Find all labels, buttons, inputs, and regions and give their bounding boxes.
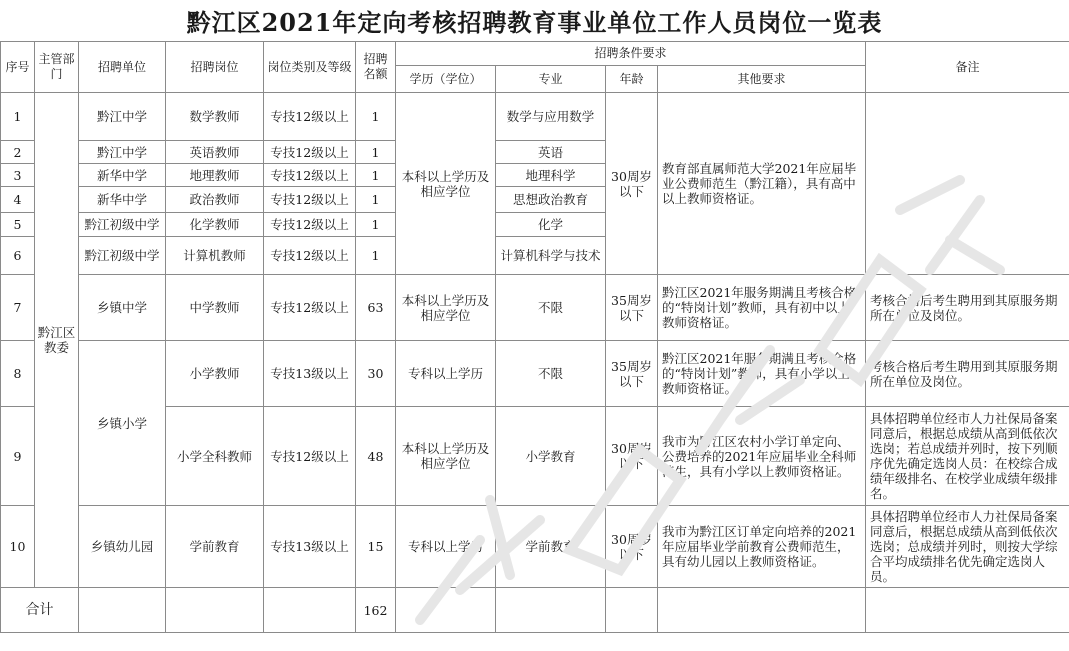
- cell-remarks: [866, 93, 1069, 275]
- cell-empty: [396, 588, 496, 633]
- cell-post: 中学教师: [166, 275, 264, 341]
- cell-seq: 3: [1, 164, 35, 187]
- cell-major: 化学: [496, 213, 606, 237]
- cell-post: 地理教师: [166, 164, 264, 187]
- header-post: 招聘岗位: [166, 42, 264, 93]
- cell-age: 35周岁以下: [606, 341, 658, 407]
- cell-post: 小学教师: [166, 341, 264, 407]
- cell-unit: 新华中学: [79, 164, 166, 187]
- cell-seq: 8: [1, 341, 35, 407]
- cell-age: 30周岁以下: [606, 93, 658, 275]
- cell-category: 专技12级以上: [264, 213, 356, 237]
- cell-post: 政治教师: [166, 187, 264, 213]
- header-age: 年龄: [606, 66, 658, 93]
- cell-category: 专技12级以上: [264, 141, 356, 164]
- header-education: 学历（学位）: [396, 66, 496, 93]
- cell-unit: 乡镇小学: [79, 341, 166, 506]
- cell-education: 本科以上学历及相应学位: [396, 275, 496, 341]
- cell-category: 专技12级以上: [264, 275, 356, 341]
- cell-major: 不限: [496, 341, 606, 407]
- cell-category: 专技12级以上: [264, 93, 356, 141]
- cell-seq: 9: [1, 407, 35, 506]
- positions-table: [0, 41, 1069, 633]
- cell-age: 35周岁以下: [606, 275, 658, 341]
- cell-quota: 15: [356, 506, 396, 588]
- cell-post: 英语教师: [166, 141, 264, 164]
- cell-unit: 黔江初级中学: [79, 213, 166, 237]
- cell-age: 30周岁以下: [606, 506, 658, 588]
- cell-category: 专技13级以上: [264, 341, 356, 407]
- table-row: [1, 506, 1069, 588]
- cell-seq: 4: [1, 187, 35, 213]
- cell-empty: [658, 588, 866, 633]
- cell-post: 小学全科教师: [166, 407, 264, 506]
- cell-remarks: 具体招聘单位经市人力社保局备案同意后，根据总成绩从高到低依次选岗；若总成绩并列时，按下列顺序优先确定选岗人员：在校综合成绩年级排名、在校学业成绩年级排名。: [866, 407, 1069, 506]
- header-category: 岗位类别及等级: [264, 42, 356, 93]
- cell-quota: 1: [356, 237, 396, 275]
- cell-category: 专技13级以上: [264, 506, 356, 588]
- cell-category: 专技12级以上: [264, 407, 356, 506]
- cell-other: 教育部直属师范大学2021年应届毕业公费师范生（黔江籍），具有高中以上教师资格证。: [658, 93, 866, 275]
- cell-remarks: 考核合格后考生聘用到其原服务期所在单位及岗位。: [866, 341, 1069, 407]
- cell-quota: 1: [356, 213, 396, 237]
- cell-education: 本科以上学历及相应学位: [396, 93, 496, 275]
- cell-quota: 63: [356, 275, 396, 341]
- cell-seq: 7: [1, 275, 35, 341]
- total-label: 合计: [1, 588, 79, 633]
- total-quota: 162: [356, 588, 396, 633]
- header-authority: 主管部门: [35, 42, 79, 93]
- cell-education: 专科以上学历: [396, 506, 496, 588]
- cell-major: 不限: [496, 275, 606, 341]
- header-other: 其他要求: [658, 66, 866, 93]
- table-row: [1, 275, 1069, 341]
- cell-quota: 30: [356, 341, 396, 407]
- cell-education: 专科以上学历: [396, 341, 496, 407]
- cell-unit: 黔江初级中学: [79, 237, 166, 275]
- table-row: [1, 93, 1069, 141]
- cell-unit: 新华中学: [79, 187, 166, 213]
- cell-other: 我市为黔江区农村小学订单定向、公费培养的2021年应届毕业全科师范生，具有小学以上教师资格证。: [658, 407, 866, 506]
- cell-seq: 1: [1, 93, 35, 141]
- cell-category: 专技12级以上: [264, 237, 356, 275]
- cell-major: 小学教育: [496, 407, 606, 506]
- cell-category: 专技12级以上: [264, 164, 356, 187]
- header-unit: 招聘单位: [79, 42, 166, 93]
- cell-education: 本科以上学历及相应学位: [396, 407, 496, 506]
- total-row: [1, 588, 1069, 633]
- cell-post: 化学教师: [166, 213, 264, 237]
- cell-empty: [606, 588, 658, 633]
- cell-empty: [264, 588, 356, 633]
- cell-quota: 1: [356, 187, 396, 213]
- cell-other: 我市为黔江区订单定向培养的2021年应届毕业学前教育公费师范生，具有幼儿园以上教师资格证。: [658, 506, 866, 588]
- cell-unit: 乡镇幼儿园: [79, 506, 166, 588]
- header-quota: 招聘名额: [356, 42, 396, 93]
- table-row: [1, 341, 1069, 407]
- header-major: 专业: [496, 66, 606, 93]
- header-conditions: 招聘条件要求: [396, 42, 866, 66]
- cell-other: 黔江区2021年服务期满且考核合格的“特岗计划”教师，具有小学以上教师资格证。: [658, 341, 866, 407]
- cell-quota: 1: [356, 141, 396, 164]
- cell-seq: 5: [1, 213, 35, 237]
- cell-major: 数学与应用数学: [496, 93, 606, 141]
- cell-other: 黔江区2021年服务期满且考核合格的“特岗计划”教师，具有初中以上教师资格证。: [658, 275, 866, 341]
- cell-authority: 黔江区教委: [35, 93, 79, 588]
- cell-empty: [166, 588, 264, 633]
- cell-unit: 黔江中学: [79, 93, 166, 141]
- cell-unit: 乡镇中学: [79, 275, 166, 341]
- cell-empty: [79, 588, 166, 633]
- cell-category: 专技12级以上: [264, 187, 356, 213]
- cell-major: 地理科学: [496, 164, 606, 187]
- header-remarks: 备注: [866, 42, 1069, 93]
- cell-remarks: 具体招聘单位经市人力社保局备案同意后，根据总成绩从高到低依次选岗；总成绩并列时，则按大学综合平均成绩排名优先确定选岗人员。: [866, 506, 1069, 588]
- cell-quota: 48: [356, 407, 396, 506]
- cell-major: 计算机科学与技术: [496, 237, 606, 275]
- cell-post: 学前教育: [166, 506, 264, 588]
- page-title: 黔江区2021年定向考核招聘教育事业单位工作人员岗位一览表: [0, 0, 1069, 42]
- cell-major: 学前教育: [496, 506, 606, 588]
- cell-empty: [866, 588, 1069, 633]
- cell-seq: 2: [1, 141, 35, 164]
- cell-post: 数学教师: [166, 93, 264, 141]
- cell-quota: 1: [356, 93, 396, 141]
- cell-seq: 6: [1, 237, 35, 275]
- cell-major: 思想政治教育: [496, 187, 606, 213]
- cell-remarks: 考核合格后考生聘用到其原服务期所在单位及岗位。: [866, 275, 1069, 341]
- cell-post: 计算机教师: [166, 237, 264, 275]
- cell-age: 30周岁以下: [606, 407, 658, 506]
- cell-unit: 黔江中学: [79, 141, 166, 164]
- cell-major: 英语: [496, 141, 606, 164]
- header-seq: 序号: [1, 42, 35, 93]
- cell-quota: 1: [356, 164, 396, 187]
- cell-empty: [496, 588, 606, 633]
- cell-seq: 10: [1, 506, 35, 588]
